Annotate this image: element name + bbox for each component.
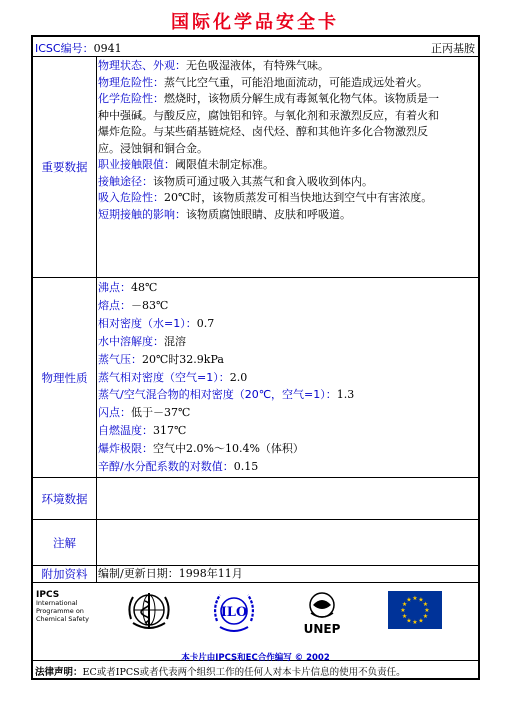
- property-item: 蒸气压：20℃时32.9kPa: [98, 352, 224, 366]
- header-row: [33, 37, 478, 57]
- eu-star-icon: ★: [412, 619, 418, 626]
- logos-area: [33, 583, 478, 663]
- physical-hazard-key: 物理危险性：: [98, 75, 164, 89]
- eu-star-icon: ★: [401, 601, 408, 608]
- legal-key: 法律声明：: [35, 667, 83, 678]
- physical-properties-label: 物理性质: [33, 278, 97, 477]
- property-item: 蒸气/空气混合物的相对密度（20℃，空气=1）：1.3: [98, 388, 355, 402]
- ipcs-title: IPCS: [36, 590, 60, 600]
- icsc-number: 0941: [93, 42, 122, 55]
- legal-row: [33, 661, 478, 680]
- eu-star-icon: ★: [422, 601, 429, 608]
- svg-text:ILO: ILO: [220, 605, 248, 620]
- property-item: 沸点：48℃: [98, 281, 158, 294]
- environment-row: [33, 478, 478, 520]
- notes-label: 注解: [33, 520, 97, 565]
- appearance-key: 物理状态、外观：: [98, 59, 186, 72]
- logos-row: [33, 583, 478, 661]
- physical-properties-content: [97, 278, 478, 477]
- exposure-route-value: 该物质可通过吸入其蒸气和食入吸收到体内。: [153, 174, 373, 188]
- exposure-limit-value: 阈限值未制定标准。: [175, 158, 274, 171]
- environment-content: [97, 478, 478, 519]
- environment-label: 环境数据: [33, 478, 97, 519]
- property-item: 相对密度（水=1）：0.7: [98, 316, 215, 330]
- property-item: 闪点：低于－37℃: [98, 406, 191, 420]
- exposure-limit-key: 职业接触限值：: [98, 158, 175, 171]
- safety-card: [31, 35, 480, 680]
- property-item: 辛醇/水分配系数的对数值：0.15: [98, 460, 259, 474]
- property-item: 水中溶解度：混溶: [98, 334, 186, 348]
- exposure-route-key: 接触途径：: [98, 174, 153, 188]
- legal-text: EC或者IPCS或者代表两个组织工作的任何人对本卡片信息的使用不负责任。: [82, 667, 406, 678]
- chemical-name: 正丙基胺: [431, 42, 475, 55]
- property-item: 蒸气相对密度（空气=1）：2.0: [98, 370, 248, 384]
- notes-row: [33, 520, 478, 566]
- eu-flag-icon: [388, 591, 442, 629]
- eu-star-icon: ★: [424, 607, 430, 614]
- eu-star-icon: ★: [422, 613, 429, 620]
- chemical-hazard-key: 化学危险性：: [98, 92, 164, 105]
- eu-star-icon: ★: [418, 596, 424, 604]
- extra-info-content: 编制/更新日期：1998年11月: [98, 567, 243, 580]
- notes-content: [97, 520, 478, 565]
- card-title: 国际化学品安全卡: [171, 12, 339, 33]
- eu-star-icon: ★: [406, 596, 412, 604]
- credit-text: 本卡片由IPCS和EC合作编写 © 2002: [181, 653, 330, 663]
- ipcs-block: [36, 591, 89, 623]
- chemical-hazard-line: 爆炸危险。与某些硝基链烷烃、卤代烃、醇和其他许多化合物激烈反: [98, 125, 428, 138]
- property-item: 爆炸极限：空气中2.0%～10.4%（体积）: [98, 442, 304, 456]
- physical-properties-row: [33, 278, 478, 478]
- eu-star-icon: ★: [418, 617, 424, 625]
- important-data-label: 重要数据: [33, 57, 97, 277]
- chemical-hazard-line: 应。浸蚀铜和铜合金。: [98, 141, 208, 155]
- ipcs-line: Programme on: [36, 607, 84, 615]
- unep-text: UNEP: [303, 622, 341, 636]
- property-item: 自燃温度：317℃: [98, 424, 187, 438]
- chemical-hazard-line: 燃烧时，该物质分解生成有毒氮氧化物气体。该物质是一: [164, 92, 439, 105]
- ipcs-line: International: [36, 599, 78, 607]
- short-term-effects-key: 短期接触的影响：: [98, 207, 186, 221]
- who-logo-icon: [125, 589, 173, 635]
- icsc-label: ICSC编号：: [35, 42, 94, 55]
- inhalation-risk-key: 吸入危险性：: [98, 191, 164, 204]
- ipcs-line: Chemical Safety: [36, 615, 90, 623]
- appearance-value: 无色吸湿液体，有特殊气味。: [186, 59, 329, 72]
- short-term-effects-value: 该物质腐蚀眼睛、皮肤和呼吸道。: [186, 207, 351, 221]
- eu-star-icon: ★: [401, 613, 408, 620]
- eu-star-icon: ★: [406, 617, 412, 625]
- eu-star-icon: ★: [400, 607, 406, 614]
- extra-info-row: [33, 566, 478, 583]
- important-data-row: [33, 57, 478, 278]
- important-data-content: [97, 57, 478, 277]
- eu-star-icon: ★: [412, 595, 418, 602]
- inhalation-risk-value: 20℃时，该物质蒸发可相当快地达到空气中有害浓度。: [164, 191, 433, 204]
- unep-logo-icon: [299, 589, 345, 639]
- property-item: 熔点：－83℃: [98, 298, 169, 312]
- ilo-logo-icon: [211, 589, 257, 637]
- extra-info-label: 附加资料: [33, 566, 97, 582]
- chemical-hazard-line: 种中强碱。与酸反应，腐蚀铝和锌。与氧化剂和汞激烈反应，有着火和: [98, 108, 439, 122]
- physical-hazard-value: 蒸气比空气重，可能沿地面流动，可能造成远处着火。: [164, 75, 428, 89]
